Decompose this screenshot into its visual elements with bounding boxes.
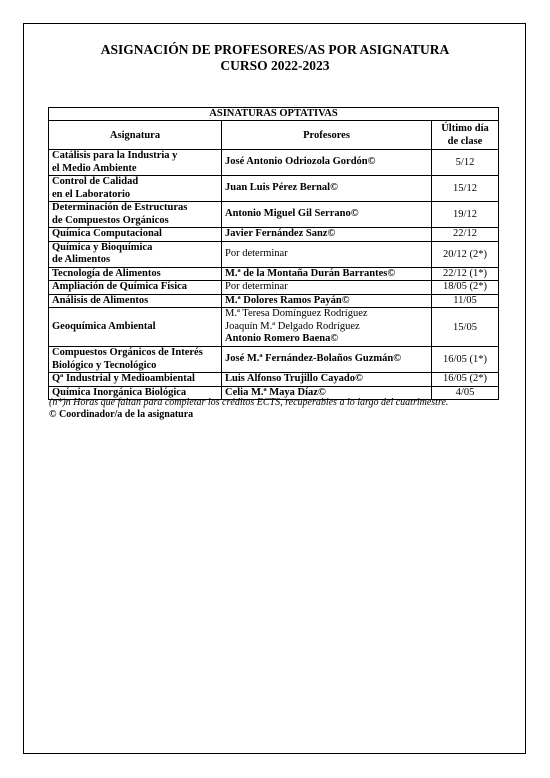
professor-name: José Antonio Odriozola Gordón©: [225, 156, 376, 168]
professor-name: M.ª Teresa Domínguez Rodríguez: [225, 308, 368, 320]
table-row: [49, 281, 499, 295]
subject-name-line: Química y Bioquímica: [52, 241, 153, 253]
subject-cell: [49, 150, 222, 176]
last-class-date: 5/12: [432, 150, 499, 176]
table-row: [49, 347, 499, 373]
professor-name: Javier Fernández Sanz©: [225, 228, 336, 239]
professor-name: Joaquín M.ª Delgado Rodríguez: [225, 320, 360, 332]
professor-name: Celia M.ª Maya Díaz©: [225, 386, 326, 398]
subject-name-line: Química Inorgánica Biológica: [52, 386, 187, 398]
header-profesores: Profesores: [222, 121, 432, 150]
subject-name-line: de Alimentos: [52, 254, 111, 265]
professors-cell: [222, 308, 432, 347]
professors-cell: [222, 347, 432, 373]
subject-name-line: Ampliación de Química Física: [52, 281, 188, 293]
subject-cell: [49, 281, 222, 295]
professors-cell: [222, 281, 432, 295]
subject-cell: [49, 176, 222, 202]
subject-name-line: de Compuestos Orgánicos: [52, 214, 169, 226]
last-class-date: 19/12: [432, 202, 499, 228]
last-class-date: 4/05: [432, 386, 499, 400]
table-row: [49, 308, 499, 347]
table-row: [49, 241, 499, 267]
subject-cell: [49, 241, 222, 267]
table-row: [49, 373, 499, 387]
professor-name: Luis Alfonso Trujillo Cayado©: [225, 373, 363, 384]
last-class-date: 16/05 (1*): [432, 347, 499, 373]
professor-name: Antonio Miguel Gil Serrano©: [225, 208, 359, 220]
subject-name-line: Compuestos Orgánicos de Interés: [52, 347, 203, 358]
professor-name: Juan Luis Pérez Bernal©: [225, 182, 338, 194]
subjects-table: [48, 107, 499, 400]
header-asignatura: Asignatura: [49, 121, 222, 150]
last-class-date: 22/12: [432, 228, 499, 242]
professors-cell: [222, 373, 432, 387]
subject-cell: [49, 308, 222, 347]
subject-cell: [49, 294, 222, 308]
professor-name: M.ª de la Montaña Durán Barrantes©: [225, 267, 396, 279]
subject-name-line: Geoquímica Ambiental: [52, 320, 156, 332]
last-class-date: 15/12: [432, 176, 499, 202]
last-class-date: 22/12 (1*): [432, 267, 499, 281]
subject-name-line: en el Laboratorio: [52, 188, 131, 200]
professors-cell: [222, 228, 432, 242]
subject-name-line: Qª Industrial y Medioambiental: [52, 373, 195, 385]
subject-name-line: Tecnología de Alimentos: [52, 267, 161, 279]
professors-cell: [222, 241, 432, 267]
page-title: ASIGNACIÓN DE PROFESORES/AS POR ASIGNATURA: [100, 42, 450, 57]
subject-name-line: Determinación de Estructuras: [52, 202, 188, 213]
last-class-date: 20/12 (2*): [432, 241, 499, 267]
professors-cell: [222, 176, 432, 202]
subject-cell: [49, 267, 222, 281]
last-class-date: 15/05: [432, 308, 499, 347]
subject-name-line: Análisis de Alimentos: [52, 294, 149, 306]
header-ultimo-line1: Último día: [441, 123, 489, 134]
table-row: [49, 294, 499, 308]
last-class-date: 11/05: [432, 294, 499, 308]
subject-cell: [49, 347, 222, 373]
subject-cell: [49, 228, 222, 242]
subject-cell: [49, 373, 222, 387]
course-year: CURSO 2022-2023: [220, 58, 330, 73]
hours-note: (n*)n Horas que faltan para completar los créditos ECTS, recuperables a lo largo del cuatrimestre.: [49, 397, 449, 408]
subject-name-line: Catálisis para la Industria y: [52, 150, 178, 161]
table-row: [49, 150, 499, 176]
table-row: [49, 267, 499, 281]
subject-name-line: Control de Calidad: [52, 176, 139, 187]
header-ultimo-dia: [432, 121, 499, 150]
professor-name: José M.ª Fernández-Bolaños Guzmán©: [225, 353, 402, 365]
subject-name-line: el Medio Ambiente: [52, 162, 137, 174]
coordinator-note: © Coordinador/a de la asignatura: [49, 409, 194, 420]
section-title: ASINATURAS OPTATIVAS: [49, 108, 499, 121]
header-ultimo-line2: de clase: [447, 136, 483, 147]
professor-name: Por determinar: [225, 247, 288, 259]
professors-cell: [222, 150, 432, 176]
professors-cell: [222, 202, 432, 228]
professors-cell: [222, 294, 432, 308]
professor-name: Por determinar: [225, 281, 288, 292]
professor-name: M.ª Dolores Ramos Payán©: [225, 294, 350, 306]
subject-name-line: Biológico y Tecnológico: [52, 359, 157, 371]
last-class-date: 16/05 (2*): [432, 373, 499, 387]
last-class-date: 18/05 (2*): [432, 281, 499, 295]
professor-name: Antonio Romero Baena©: [225, 333, 339, 345]
professors-cell: [222, 267, 432, 281]
table-row: [49, 202, 499, 228]
table-row: [49, 228, 499, 242]
table-row: [49, 176, 499, 202]
subject-name-line: Química Computacional: [52, 228, 162, 240]
subject-cell: [49, 202, 222, 228]
